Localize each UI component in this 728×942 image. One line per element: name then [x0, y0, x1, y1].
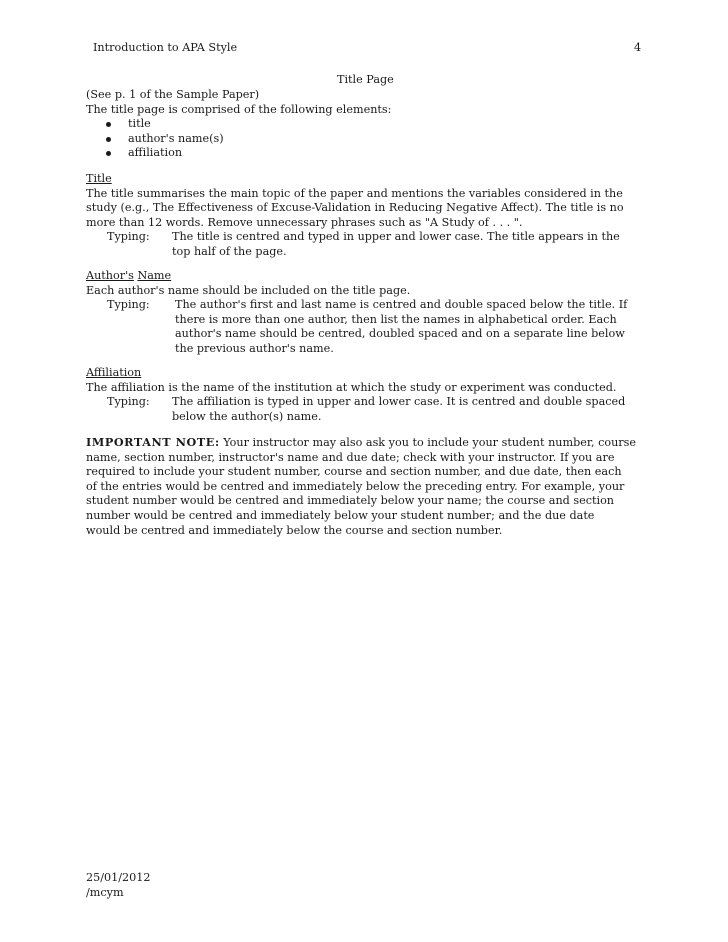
note-line: required to include your student number, course and section number, and due date, then each: [86, 465, 622, 479]
body-line: Each author's name should be included on the title page.: [86, 283, 411, 297]
intro-line: (See p. 1 of the Sample Paper): [86, 88, 260, 101]
body-line: study (e.g., The Effectiveness of Excuse-Validation in Reducing Negative Affect). The title is no: [86, 201, 624, 215]
page-title: Title Page: [337, 73, 394, 86]
typing-label: Typing:: [107, 395, 150, 409]
bullet-icon: [106, 151, 111, 156]
bullet-icon: [106, 122, 111, 127]
author-section: [86, 269, 646, 357]
note-line: would be centred and immediately below the course and section number.: [86, 523, 503, 537]
affiliation-section: [86, 366, 646, 424]
typing-line: The title is centred and typed in upper and lower case. The title appears in the: [172, 230, 620, 244]
typing-label: Typing:: [107, 230, 150, 244]
bullet-icon: [106, 137, 111, 142]
list-item: author's name(s): [86, 132, 646, 147]
typing-line: there is more than one author, then list the names in alphabetical order. Each: [175, 312, 617, 326]
body-line: The affiliation is the name of the institution at which the study or experiment was conducted.: [86, 380, 617, 394]
typing-label: Typing:: [107, 298, 150, 312]
body-line: more than 12 words. Remove unnecessary phrases such as "A Study of . . . ".: [86, 215, 523, 229]
section-heading-author: Author's Name: [86, 269, 172, 282]
typing-line: the previous author's name.: [175, 341, 334, 355]
typing-line: top half of the page.: [172, 244, 287, 258]
body-line: The title summarises the main topic of the paper and mentions the variables considered in the: [86, 186, 623, 200]
typing-instructions: [86, 298, 646, 356]
typing-line: author's name should be centred, doubled spaced and on a separate line below: [175, 327, 625, 341]
typing-instructions: [86, 230, 646, 259]
list-item: affiliation: [86, 146, 646, 161]
note-line: of the entries would be centred and immediately below the preceding entry. For example, your: [86, 479, 625, 493]
section-heading-affiliation: Affiliation: [86, 366, 142, 379]
footer-author: /mcym: [86, 885, 124, 899]
note-line: student number would be centred and immediately below your name; the course and section: [86, 494, 615, 508]
title-page-intro: [86, 88, 646, 161]
section-heading-title: Title: [86, 172, 112, 185]
title-page-elements-list: [86, 117, 646, 161]
footer-date: 25/01/2012: [86, 871, 151, 884]
typing-line: The author's first and last name is centred and double spaced below the title. If: [175, 298, 628, 312]
note-line: number would be centred and immediately below your student number; and the due date: [86, 508, 595, 522]
typing-line: below the author(s) name.: [172, 409, 322, 423]
typing-instructions: [86, 395, 646, 424]
important-note: [86, 435, 646, 538]
running-head: Introduction to APA Style: [93, 41, 238, 54]
typing-line: The affiliation is typed in upper and lower case. It is centred and double spaced: [172, 395, 626, 409]
note-line: name, section number, instructor's name and due date; check with your instructor. If you are: [86, 450, 615, 464]
list-item: title: [86, 117, 646, 132]
footer: [86, 871, 150, 900]
note-first-line: IMPORTANT NOTE: Your instructor may also ask you to include your student number, course: [86, 435, 637, 449]
note-label: IMPORTANT NOTE:: [86, 435, 220, 449]
title-section: [86, 172, 646, 260]
intro-line: The title page is comprised of the following elements:: [86, 102, 392, 116]
page-number: 4: [634, 41, 642, 54]
